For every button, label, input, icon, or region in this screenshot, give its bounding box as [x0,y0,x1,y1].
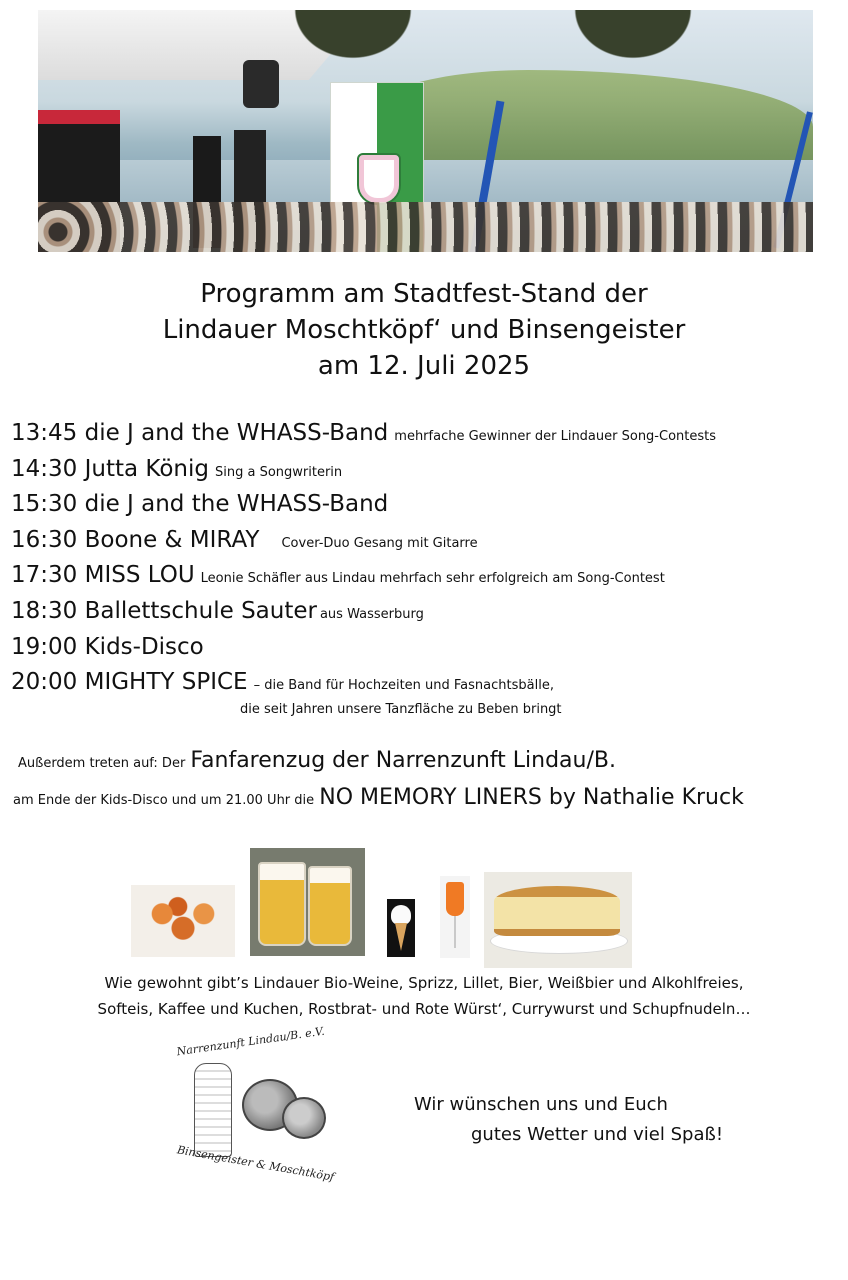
offer-line: Wie gewohnt gibt’s Lindauer Bio-Weine, Sprizz, Lillet, Bier, Weißbier und Alkohlfreies, [104,974,744,992]
spritz-stem [454,916,456,948]
schedule-note: Cover-Duo Gesang mit Gitarre [281,535,478,551]
logo-bottom-text: Binsengeister & Moschtköpf [176,1143,336,1184]
schedule-act: 14:30 Jutta König [11,455,209,482]
also-performing-line [18,748,616,773]
apple-drawing [282,1097,326,1139]
schedule-row [11,630,841,666]
also-act: Fanfarenzug der Narrenzunft Lindau/B. [190,748,616,773]
schedule-act: 15:30 die J and the WHASS-Band [11,491,389,518]
program-schedule [11,416,841,701]
schedule-act: 16:30 Boone & MIRAY [11,526,260,553]
offer-text [0,970,848,1022]
spritz-image [440,876,470,958]
schedule-note: Sing a Songwriterin [214,464,343,480]
offer-line: Softeis, Kaffee und Kuchen, Rostbrat- und Rote Würst‘, Currywurst und Schupfnudeln… [97,1000,751,1018]
banner-emblem [357,153,401,205]
schedule-row [11,487,841,523]
wish-line: Wir wünschen uns und Euch [414,1094,668,1115]
schedule-note: aus Wasserburg [319,606,424,622]
schedule-note: – die Band für Hochzeiten und Fasnachtsbälle, [253,678,554,694]
schedule-row [11,416,841,452]
schedule-act: 20:00 MIGHTY SPICE [11,669,248,696]
schedule-act: 13:45 die J and the WHASS-Band [11,420,389,446]
beer-image [250,848,365,956]
wish-line: gutes Wetter und viel Spaß! [471,1124,724,1145]
title-line: am 12. Juli 2025 [317,351,531,381]
also-intro: am Ende der Kids-Disco und um 21.00 Uhr die [13,793,315,808]
schedule-row [11,665,841,701]
also-act: NO MEMORY LINERS by Nathalie Kruck [319,785,744,810]
page-title [0,276,848,384]
ice-cream [391,905,411,925]
schedule-note: Leonie Schäfler aus Lindau mehrfach sehr erfolgreich am Song-Contest [200,571,665,587]
beer-mug [308,866,352,946]
schedule-act: 17:30 MISS LOU [11,562,195,589]
logo-top-text: Narrenzunft Lindau/B. e.V. [175,1024,326,1059]
softeis-image [387,899,415,957]
currywurst-image [131,885,235,957]
schedule-note-continuation: die seit Jahren unsere Tanzfläche zu Beben bringt [240,702,562,717]
spritz-glass [446,882,464,916]
also-performing-line [13,785,744,810]
schedule-act: 19:00 Kids-Disco [11,633,204,660]
ice-cone [395,923,407,951]
schedule-row [11,452,841,488]
beer-mug [258,862,306,946]
cake-image [484,872,632,968]
jester-figure [194,1063,232,1157]
photo-crowd [38,202,813,252]
schedule-note: mehrfache Gewinner der Lindauer Song-Contests [394,429,717,444]
also-intro: Außerdem treten auf: Der [18,756,186,771]
schedule-row [11,523,841,559]
photo-palm [518,10,748,105]
schedule-act: 18:30 Ballettschule Sauter [11,597,317,624]
cheesecake [494,886,620,936]
photo-stage-light [243,60,279,108]
schedule-row [11,594,841,630]
club-logo [170,1024,340,1185]
title-line: Programm am Stadtfest-Stand der [200,279,648,309]
header-photo [38,10,813,252]
title-line: Lindauer Moschtköpf‘ und Binsengeister [162,315,686,345]
schedule-row [11,558,841,594]
